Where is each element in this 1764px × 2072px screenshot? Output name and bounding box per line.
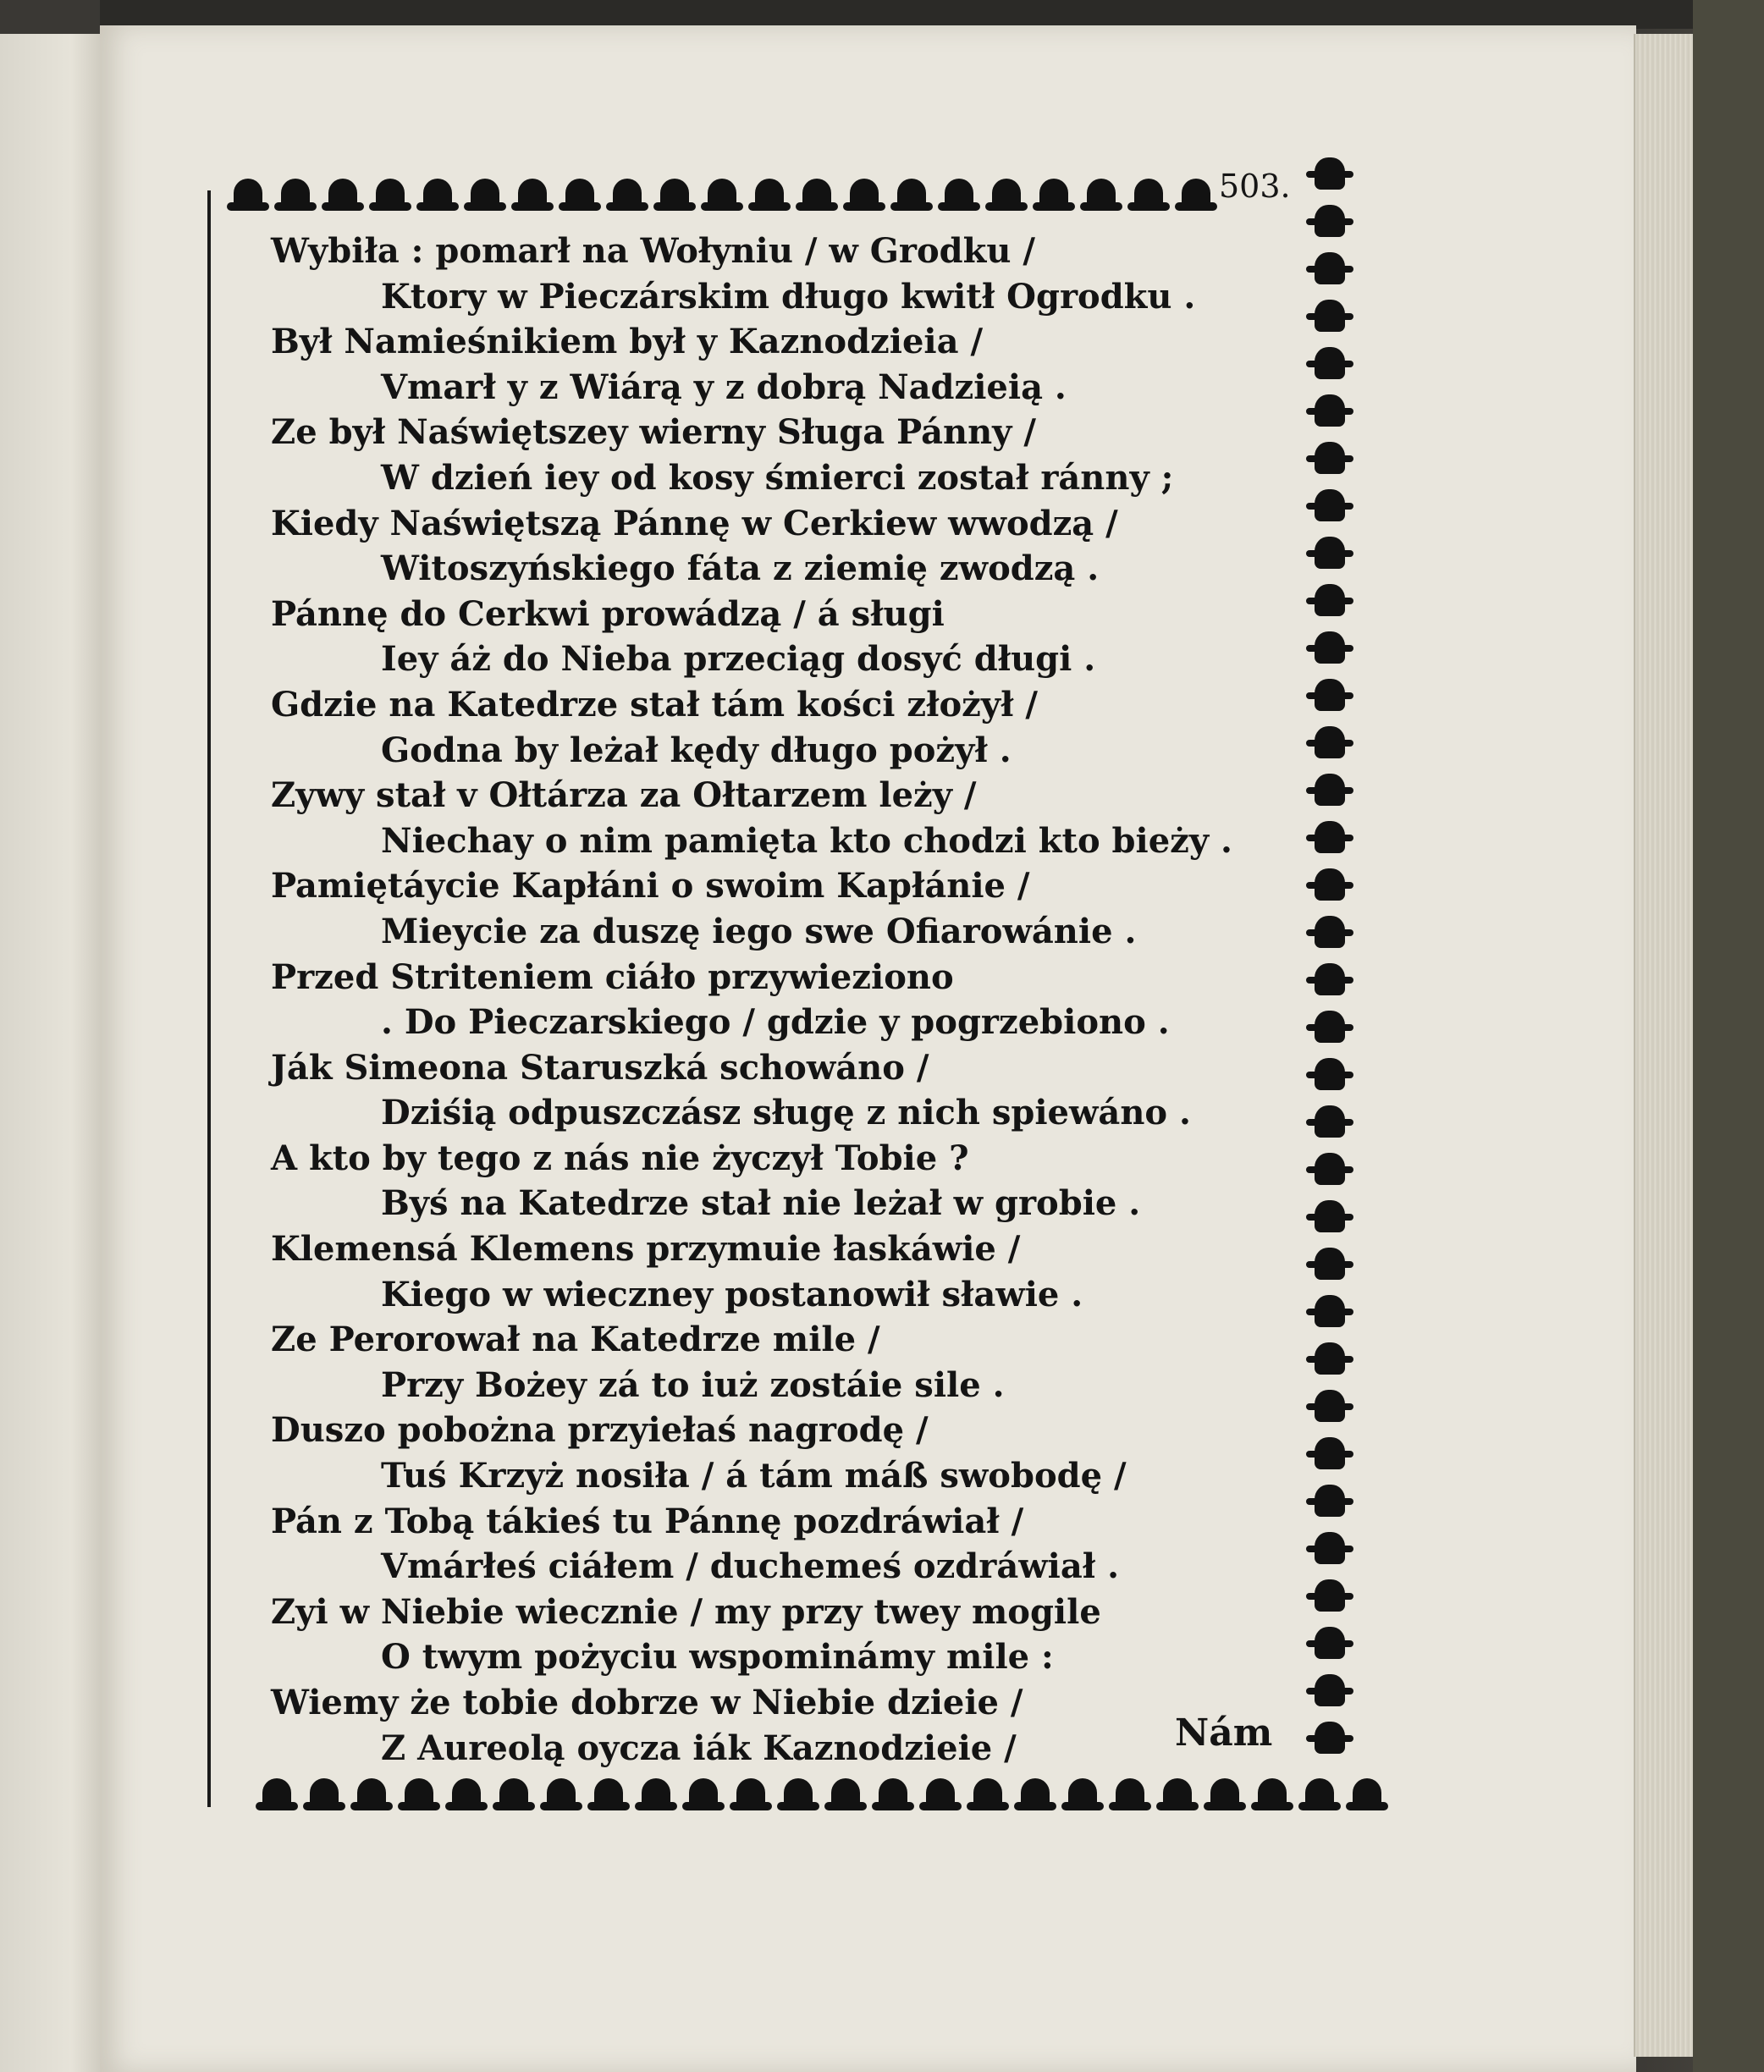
fleuron-ornament-icon — [1156, 1763, 1199, 1822]
poem-line: Kiego w wieczney postanowił sławie . — [381, 1274, 1083, 1314]
fleuron-ornament-icon — [1080, 163, 1122, 223]
fleuron-ornament-icon — [872, 1763, 914, 1822]
fleuron-ornament-icon — [1251, 1763, 1293, 1822]
fleuron-ornament-icon — [824, 1763, 867, 1822]
fleuron-ornament-icon — [1303, 532, 1355, 577]
poem-line: Zywy stał v Ołtárza za Ołtarzem leży / — [271, 775, 977, 816]
poem-line: Z Aureolą oycza iák Kaznodzieie / — [381, 1728, 1017, 1768]
fleuron-ornament-icon — [1346, 1763, 1388, 1822]
poem-line: Klemensá Klemens przymuie łaskáwie / — [271, 1229, 1021, 1270]
poem-line: Vmárłeś ciáłem / duchemeś ozdráwiał . — [381, 1546, 1120, 1587]
fleuron-ornament-icon — [796, 163, 838, 223]
poem-line: Ktory w Pieczárskim długo kwitł Ogrodku . — [381, 276, 1196, 317]
fleuron-ornament-icon — [493, 1763, 535, 1822]
page-number: 503. — [1219, 168, 1291, 205]
fleuron-ornament-icon — [1127, 163, 1170, 223]
poem-line: Pánnę do Cerkwi prowádzą / á sługi — [271, 593, 945, 634]
fleuron-ornament-icon — [369, 163, 411, 223]
fleuron-ornament-icon — [227, 163, 269, 223]
fleuron-ornament-icon — [1303, 579, 1355, 625]
fleuron-ornament-icon — [1061, 1763, 1104, 1822]
poem-line: Witoszyńskiego fáta z ziemię zwodzą . — [381, 548, 1100, 589]
ornament-border-right — [1295, 152, 1363, 1786]
fleuron-ornament-icon — [1303, 1385, 1355, 1430]
fleuron-ornament-icon — [653, 163, 696, 223]
fleuron-ornament-icon — [1303, 1148, 1355, 1193]
fleuron-ornament-icon — [748, 163, 791, 223]
poem-line: Byś na Katedrze stał nie leżał w grobie . — [381, 1183, 1141, 1224]
fleuron-ornament-icon — [1303, 1480, 1355, 1525]
fleuron-ornament-icon — [1303, 1053, 1355, 1099]
fleuron-ornament-icon — [1303, 674, 1355, 719]
fleuron-ornament-icon — [938, 163, 980, 223]
fleuron-ornament-icon — [1303, 1006, 1355, 1051]
fleuron-ornament-icon — [635, 1763, 677, 1822]
poem-line: W dzień iey od kosy śmierci został ránny ; — [381, 457, 1174, 498]
poem-line: Gdzie na Katedrze stał tám kości złożył / — [271, 684, 1039, 725]
poem-line: Iey áż do Nieba przeciąg dosyć długi . — [381, 639, 1096, 680]
poem-line: O twym pożyciu wspominámy mile : — [381, 1637, 1054, 1678]
fleuron-ornament-icon — [1303, 1290, 1355, 1336]
fleuron-ornament-icon — [1175, 163, 1217, 223]
fleuron-ornament-icon — [1109, 1763, 1151, 1822]
poem-line: Przed Striteniem ciáło przywieziono — [271, 956, 954, 997]
fleuron-ornament-icon — [303, 1763, 345, 1822]
fleuron-ornament-icon — [1303, 200, 1355, 245]
fleuron-ornament-icon — [1303, 152, 1355, 198]
fleuron-ornament-icon — [1303, 1622, 1355, 1667]
poem-line: Ják Simeona Staruszká schowáno / — [271, 1047, 929, 1088]
left-page-edge — [0, 34, 102, 2072]
fleuron-ornament-icon — [1303, 911, 1355, 956]
fleuron-ornament-icon — [350, 1763, 393, 1822]
poem-line: Godna by leżał kędy długo pożył . — [381, 730, 1012, 770]
poem-line: Duszo pobożna przyiełaś nagrodę / — [271, 1410, 929, 1451]
fleuron-ornament-icon — [274, 163, 317, 223]
poem-text — [271, 229, 1287, 1771]
fleuron-ornament-icon — [1014, 1763, 1056, 1822]
fleuron-ornament-icon — [890, 163, 933, 223]
fleuron-ornament-icon — [1303, 1574, 1355, 1620]
fleuron-ornament-icon — [1303, 342, 1355, 388]
poem-line: Ze Perorował na Katedrze mile / — [271, 1320, 880, 1360]
fleuron-ornament-icon — [540, 1763, 582, 1822]
fleuron-ornament-icon — [1303, 437, 1355, 482]
fleuron-ornament-icon — [587, 1763, 630, 1822]
fleuron-ornament-icon — [1303, 958, 1355, 1004]
fleuron-ornament-icon — [1303, 1100, 1355, 1146]
fleuron-ornament-icon — [1303, 626, 1355, 672]
fleuron-ornament-icon — [919, 1763, 962, 1822]
fleuron-ornament-icon — [1204, 1763, 1246, 1822]
fleuron-ornament-icon — [1303, 1243, 1355, 1288]
fleuron-ornament-icon — [730, 1763, 772, 1822]
fleuron-ornament-icon — [398, 1763, 440, 1822]
fleuron-ornament-icon — [606, 163, 648, 223]
poem-line: Pamiętáycie Kapłáni o swoim Kapłánie / — [271, 866, 1030, 906]
fleuron-ornament-icon — [1303, 1337, 1355, 1383]
fleuron-ornament-icon — [777, 1763, 819, 1822]
frame-left-rule — [207, 190, 211, 1807]
poem-line: Zyi w Niebie wiecznie / my przy twey mogile — [271, 1591, 1101, 1632]
fleuron-ornament-icon — [1303, 484, 1355, 530]
book-top-edge — [100, 0, 1693, 29]
fleuron-ornament-icon — [256, 1763, 298, 1822]
fleuron-ornament-icon — [1303, 389, 1355, 435]
fleuron-ornament-icon — [1033, 163, 1075, 223]
fleuron-ornament-icon — [559, 163, 601, 223]
poem-line: . Do Pieczarskiego / gdzie y pogrzebiono . — [381, 1002, 1170, 1043]
fleuron-ornament-icon — [843, 163, 885, 223]
fleuron-ornament-icon — [1303, 816, 1355, 862]
fleuron-ornament-icon — [701, 163, 743, 223]
book-cover-edge — [1693, 0, 1764, 2072]
poem-line: Kiedy Naświętszą Pánnę w Cerkiew wwodzą / — [271, 503, 1118, 543]
poem-line: Pán z Tobą tákieś tu Pánnę pozdráwiał / — [271, 1501, 1024, 1541]
fleuron-ornament-icon — [1303, 1195, 1355, 1241]
fleuron-ornament-icon — [1303, 1432, 1355, 1478]
fleuron-ornament-icon — [967, 1763, 1009, 1822]
fleuron-ornament-icon — [1298, 1763, 1341, 1822]
poem-line: Dziśią odpuszczász sługę z nich spiewáno . — [381, 1093, 1191, 1133]
fleuron-ornament-icon — [1303, 721, 1355, 767]
poem-line: Vmarł y z Wiárą y z dobrą Nadzieią . — [381, 366, 1067, 407]
page-stack-edges — [1634, 34, 1695, 2057]
fleuron-ornament-icon — [1303, 863, 1355, 909]
poem-line: Mieycie za duszę iego swe Ofiarowánie . — [381, 911, 1137, 951]
poem-line: Przy Bożey zá to iuż zostáie sile . — [381, 1364, 1005, 1405]
catchword: Nám — [1175, 1711, 1273, 1755]
poem-line: Wybiła : pomarł na Wołyniu / w Grodku / — [271, 231, 1035, 271]
poem-line: Był Namieśnikiem był y Kaznodzieia / — [271, 322, 984, 362]
poem-line: Wiemy że tobie dobrze w Niebie dzieie / — [271, 1683, 1023, 1722]
fleuron-ornament-icon — [985, 163, 1028, 223]
fleuron-ornament-icon — [1303, 1669, 1355, 1715]
fleuron-ornament-icon — [416, 163, 459, 223]
fleuron-ornament-icon — [1303, 1717, 1355, 1762]
poem-line: Niechay o nim pamięta kto chodzi kto bieży . — [381, 820, 1232, 861]
fleuron-ornament-icon — [322, 163, 364, 223]
poem-line: A kto by tego z nás nie życzył Tobie ? — [271, 1138, 969, 1178]
poem-line: Tuś Krzyż nosiła / á tám máß swobodę / — [381, 1456, 1127, 1496]
fleuron-ornament-icon — [464, 163, 506, 223]
fleuron-ornament-icon — [1303, 247, 1355, 293]
ornament-border-top — [227, 159, 1209, 227]
poem-line: Ze był Naświętszey wierny Sługa Pánny / — [271, 412, 1036, 453]
fleuron-ornament-icon — [1303, 295, 1355, 340]
fleuron-ornament-icon — [1303, 1527, 1355, 1573]
fleuron-ornament-icon — [682, 1763, 725, 1822]
fleuron-ornament-icon — [1303, 769, 1355, 814]
fleuron-ornament-icon — [445, 1763, 488, 1822]
fleuron-ornament-icon — [511, 163, 554, 223]
